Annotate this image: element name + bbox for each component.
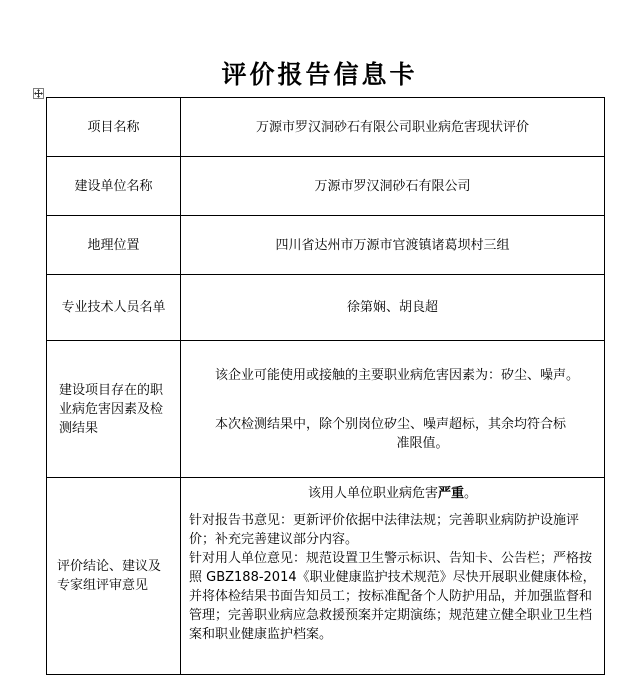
hazards-paragraph-2-cont: 准限值。 <box>396 435 449 451</box>
location-label: 地理位置 <box>47 216 181 275</box>
hazards-paragraph-2 <box>181 385 604 453</box>
location-value: 四川省达州市万源市官渡镇诸葛坝村三组 <box>181 216 605 275</box>
conclusion-value <box>181 478 605 675</box>
hazards-paragraph-1: 该企业可能使用或接触的主要职业病危害因素为：矽尘、噪声。 <box>215 367 580 383</box>
staff-label: 专业技术人员名单 <box>47 275 181 341</box>
hazards-value <box>181 341 605 478</box>
unit-name-value: 万源市罗汉洞砂石有限公司 <box>181 157 605 216</box>
conclusion-severity <box>189 484 596 503</box>
table-move-handle-icon[interactable] <box>33 88 44 99</box>
table-row <box>47 157 605 216</box>
hazards-paragraph-2-text: 本次检测结果中，除个别岗位矽尘、噪声超标，其余均符合标 <box>215 416 567 432</box>
table-row <box>47 98 605 157</box>
page-title: 评价报告信息卡 <box>221 60 418 89</box>
project-name-value: 万源市罗汉洞砂石有限公司职业病危害现状评价 <box>181 98 605 157</box>
info-table <box>46 97 605 675</box>
hazards-label: 建设项目存在的职业病危害因素及检测结果 <box>47 341 181 478</box>
table-row <box>47 478 605 675</box>
conclusion-employer-opinion: 针对用人单位意见：规范设置卫生警示标识、告知卡、公告栏；严格按照 GBZ188-2014《职业健康监护技术规范》尽快开展职业健康体检，并将体检结果书面告知员工；按标准配备个人防护用品，并加强监督和管理；完善职业病应急救援预案并定期演练；规范建立健全职业卫生档案和职业健康监护档案。 <box>189 551 596 642</box>
unit-name-label: 建设单位名称 <box>47 157 181 216</box>
table-row <box>47 275 605 341</box>
table-row <box>47 216 605 275</box>
conclusion-report-opinion: 针对报告书意见：更新评价依据中法律法规；完善职业病防护设施评价；补充完善建议部分内容。 <box>189 513 580 547</box>
table-row <box>47 341 605 478</box>
conclusion-severity-suffix: 。 <box>464 486 478 501</box>
conclusion-label: 评价结论、建议及专家组评审意见 <box>47 478 181 675</box>
staff-value: 徐第娴、胡良超 <box>181 275 605 341</box>
project-name-label: 项目名称 <box>47 98 181 157</box>
conclusion-severity-bold: 严重 <box>437 486 464 501</box>
conclusion-severity-prefix: 该用人单位职业病危害 <box>307 486 438 501</box>
